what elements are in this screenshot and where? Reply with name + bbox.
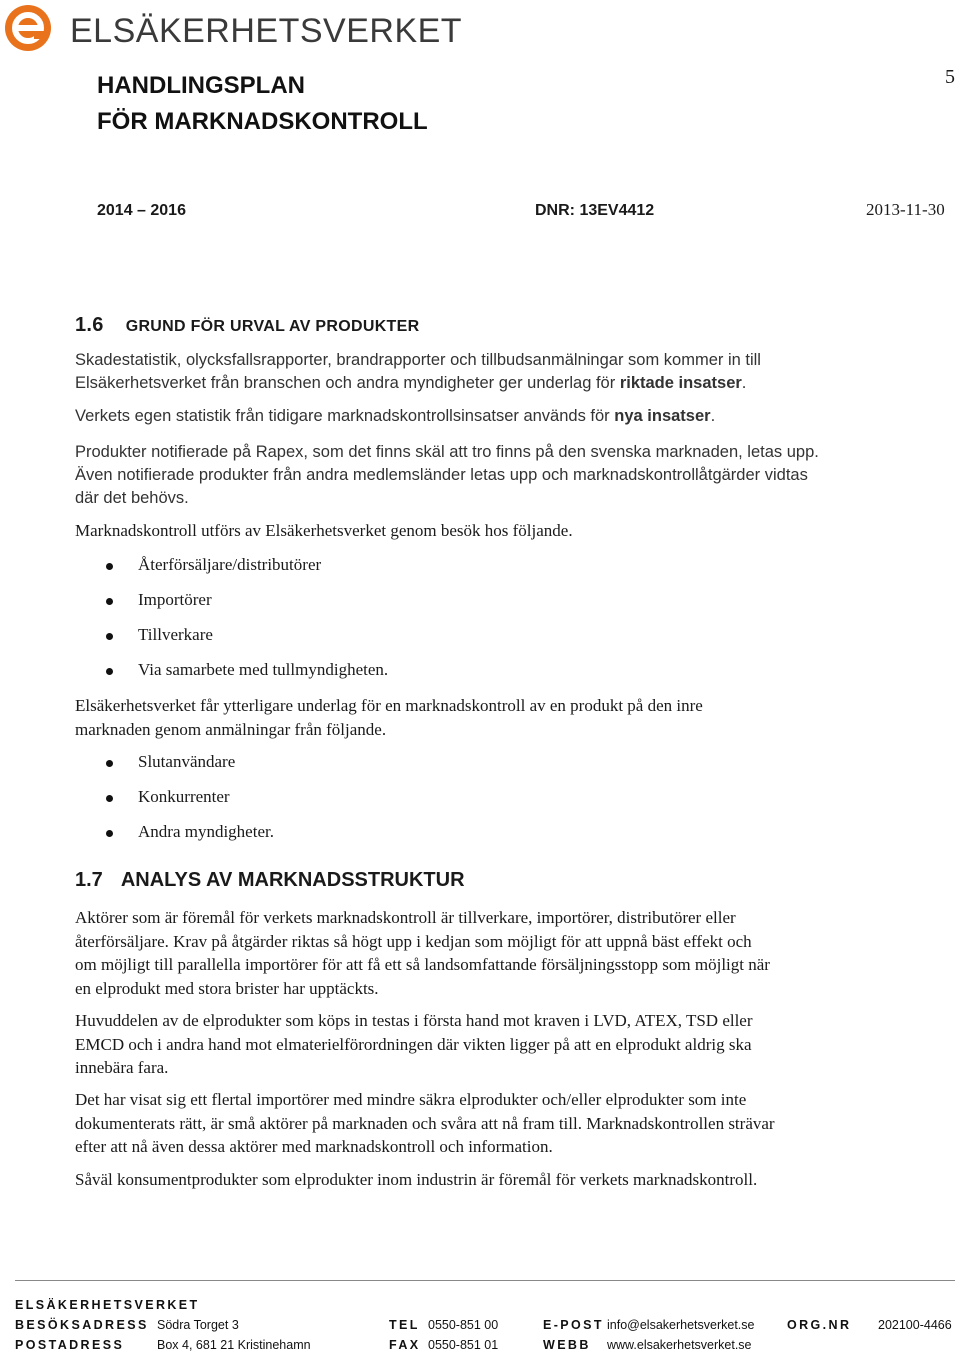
- section-number: 1.7: [75, 869, 103, 891]
- text-line: Skadestatistik, olycksfallsrapporter, brandrapporter och tillbudsanmälningar som kommer in till: [75, 351, 761, 369]
- paragraph: [75, 464, 895, 510]
- text-line: återförsäljare. Krav på åtgärder riktas så högt upp i kedjan som möjligt för att uppnå bäst effekt och: [75, 931, 752, 951]
- paragraph: [75, 349, 895, 395]
- text-line: Elsäkerhetsverket får ytterligare underlag för en marknadskontroll av en produkt på den inre: [75, 696, 703, 715]
- text-line: marknaden genom anmälningar från följande.: [75, 719, 387, 739]
- footer-tel-label: TEL: [389, 1318, 420, 1332]
- text-line: Det har visat sig ett flertal importörer med mindre säkra elprodukter och/eller elprodukter som inte: [75, 1090, 747, 1109]
- text-line: om möjligt till parallella importörer för att få ett så landsomfattande försäljningsstopp som möjligt när: [75, 955, 770, 974]
- plan-period: 2014 – 2016: [97, 202, 186, 219]
- section-heading-1-6: [75, 314, 419, 337]
- section-title: ANALYS AV MARKNADSSTRUKTUR: [120, 869, 465, 891]
- footer-divider: [15, 1280, 955, 1281]
- footer-post-value: Box 4, 681 21 Kristinehamn: [157, 1338, 311, 1352]
- footer-email-label: E-POST: [543, 1318, 604, 1332]
- paragraph: [75, 1168, 895, 1192]
- footer-visit-value: Södra Torget 3: [157, 1318, 239, 1332]
- section-number: 1.6: [75, 314, 104, 336]
- bold-text: nya insatser: [614, 407, 711, 425]
- dnr-number: DNR: 13EV4412: [535, 202, 655, 219]
- text-line: innebära fara.: [75, 1058, 169, 1077]
- bold-text: riktade insatser: [619, 374, 742, 392]
- title-line-2: FÖR MARKNADSKONTROLL: [97, 108, 428, 135]
- paragraph: [75, 1009, 895, 1080]
- text-line: där det behövs.: [75, 489, 189, 507]
- footer-post-label: POSTADRESS: [15, 1338, 125, 1352]
- text-line: Elsäkerhetsverket från branschen och andra myndigheter ger underlag för riktade insatser.: [75, 374, 747, 392]
- text-line: Produkter notifierade på Rapex, som det finns skäl att tro finns på den svenska marknaden, letas upp.: [75, 443, 819, 461]
- bullet-icon: [106, 760, 113, 767]
- document-date: 2013-11-30: [866, 200, 945, 219]
- text-line: Även notifierade produkter från andra medlemsländer letas upp och marknadskontrollåtgärder vidtas: [75, 466, 808, 484]
- text-line: Aktörer som är föremål för verkets marknadskontroll är tillverkare, importörer, distributörer eller: [75, 908, 736, 927]
- footer-orgnr-value: 202100-4466: [878, 1318, 952, 1332]
- text-line: en elprodukt med stora brister har upptäckts.: [75, 978, 379, 998]
- bullet-icon: [106, 668, 113, 675]
- section-heading-1-7: [75, 869, 465, 892]
- paragraph: [75, 1088, 895, 1159]
- footer-web-label: WEBB: [543, 1338, 591, 1352]
- bullet-icon: [106, 563, 113, 570]
- page-number: 5: [945, 66, 955, 88]
- paragraph: [75, 906, 895, 1000]
- footer-orgnr-label: ORG.NR: [787, 1318, 852, 1332]
- elsakerhetsverket-logo: [4, 4, 463, 54]
- title-line-1: HANDLINGSPLAN: [97, 72, 305, 99]
- paragraph: Verkets egen statistik från tidigare marknadskontrollsinsatser används för nya insatser.: [75, 407, 716, 425]
- footer-org: ELSÄKERHETSVERKET: [15, 1298, 200, 1312]
- footer-email-link[interactable]: info@elsakerhetsverket.se: [607, 1318, 755, 1332]
- bullet-icon: [106, 633, 113, 640]
- paragraph: [75, 694, 895, 741]
- text-line: efter att nå även dessa aktörer med marknadskontroll och information.: [75, 1137, 553, 1156]
- document-title: [97, 68, 428, 140]
- paragraph: [75, 441, 895, 464]
- logo-wordmark: ELSÄKERHETSVERKET: [70, 12, 463, 50]
- text-line: EMCD och i andra hand mot elmaterielförordningen där vikten ligger på att en elprodukt aldrig ska: [75, 1034, 752, 1054]
- text-line: Marknadskontroll utförs av Elsäkerhetsverket genom besök hos följande.: [75, 521, 573, 540]
- footer-tel-value: 0550-851 00: [428, 1318, 499, 1332]
- footer-fax-value: 0550-851 01: [428, 1338, 499, 1352]
- text-line: Huvuddelen av de elprodukter som köps in testas i första hand mot kraven i LVD, ATEX, TSD eller: [75, 1011, 753, 1030]
- bullet-icon: [106, 598, 113, 605]
- footer-fax-label: FAX: [389, 1338, 421, 1352]
- footer-web-link[interactable]: www.elsakerhetsverket.se: [607, 1338, 752, 1352]
- footer-visit-label: BESÖKSADRESS: [15, 1318, 149, 1332]
- bullet-icon: [106, 830, 113, 837]
- bullet-icon: [106, 795, 113, 802]
- text-line: Såväl konsumentprodukter som elprodukter inom industrin är föremål för verkets marknadskontroll.: [75, 1170, 758, 1189]
- text-line: dokumenterats rätt, är små aktörer på marknaden och svåra att nå fram till. Marknadskontrollen strävar: [75, 1113, 775, 1133]
- section-title: GRUND FÖR URVAL AV PRODUKTER: [125, 318, 420, 335]
- e-logo-icon: [4, 4, 60, 60]
- paragraph: [75, 519, 895, 543]
